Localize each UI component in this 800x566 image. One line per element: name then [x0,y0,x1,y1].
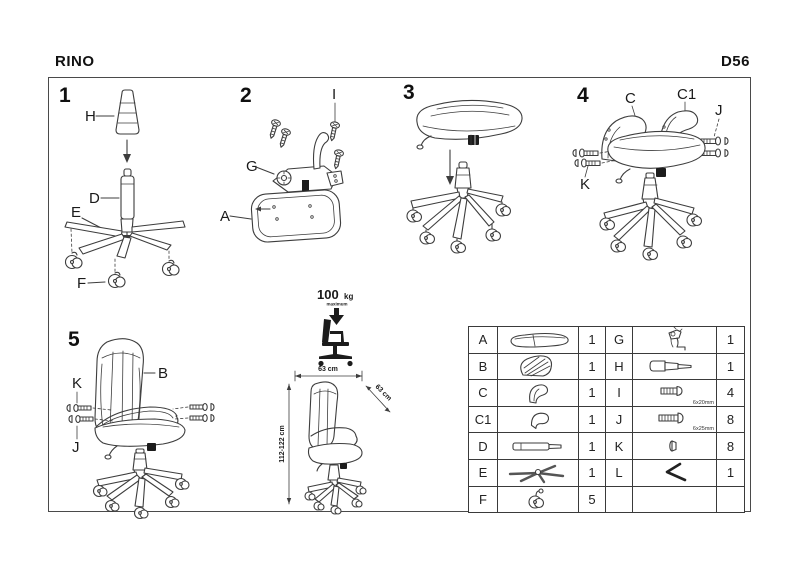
screw-drawing [331,149,344,169]
screw-drawing [267,119,281,140]
product-name: RINO [55,53,95,70]
empty-cell [717,487,744,513]
part-label-c1: C1 [677,86,697,103]
part-qty-cell: 1 [579,433,605,459]
step1-number: 1 [59,84,71,107]
base-star-drawing [65,219,185,258]
allen-key-icon [633,460,716,486]
screw-drawing [175,415,214,422]
part-qty-cell: 1 [579,460,605,486]
part-label-e: E [71,204,82,221]
base-assembly-drawing [407,162,511,253]
seat-icon [498,327,578,353]
caster-icon [498,487,578,513]
part-id-cell: A [469,327,497,353]
washer-icon [633,433,716,459]
part-qty-cell: 1 [717,354,744,380]
screw-drawing [173,404,214,411]
model-number: D56 [720,53,750,70]
part-qty-cell: 1 [579,354,605,380]
screw-drawing [277,128,291,149]
height-arrow [287,384,291,504]
part-id-cell: D [469,433,497,459]
empty-cell [633,487,716,513]
part-qty-cell: 8 [717,433,744,459]
part-label-j: J [715,102,723,119]
seat-assembly-drawing [417,100,522,149]
part-label-k: K [580,176,591,193]
base-icon [498,460,578,486]
mechanism-icon [633,327,716,353]
down-arrow-icon [329,308,344,325]
step2-number: 2 [240,84,252,107]
armrest-left-icon [498,380,578,406]
part-id-cell: H [606,354,632,380]
step3-number: 3 [403,81,415,104]
step2-diagram [218,85,403,255]
seat-drawing [608,131,705,168]
part-qty-cell: 8 [717,407,744,433]
screw-short-icon [633,380,716,406]
part-id-cell: E [469,460,497,486]
weight-value: 100 [317,287,339,302]
part-id-cell: G [606,327,632,353]
backrest-icon [498,354,578,380]
gas-lift-cover-drawing [116,90,139,134]
step5-diagram [55,322,270,522]
part-label-f: F [77,275,87,292]
part-id-cell: L [606,460,632,486]
step1-diagram [55,85,215,300]
screw-drawing [327,121,340,141]
part-label-h: H [85,108,96,125]
part-label-d: D [89,190,100,207]
dimensions-figure [278,356,406,516]
weight-note: maximum [326,301,348,307]
part-id-cell: J [606,407,632,433]
step4-number: 4 [577,84,589,107]
gas-lift-cover-icon [633,354,716,380]
part-qty-cell: 4 [717,380,744,406]
part-qty-cell: 5 [579,487,605,513]
part-label-k: K [72,375,83,392]
part-qty-cell: 1 [579,407,605,433]
height-dimension: 112-122 cm [279,425,286,463]
part-label-c: C [625,90,636,107]
screw-size-label: 6x25mm [692,426,714,433]
gas-lift-drawing [121,169,134,219]
part-id-cell: I [606,380,632,406]
empty-cell [606,487,632,513]
part-qty-cell: 1 [579,380,605,406]
part-id-cell: C [469,380,497,406]
dimension-chair-drawing [305,382,366,514]
part-label-i: I [332,86,337,103]
screw-long-icon [633,407,716,433]
seat-drawing [95,419,185,446]
seat-bottom-drawing [250,189,341,243]
part-id-cell: C1 [469,407,497,433]
part-label-a: A [220,208,231,225]
step4-diagram [572,85,760,265]
armrest-right-icon [498,407,578,433]
base-assembly-drawing [600,173,702,260]
part-qty-cell: 1 [717,460,744,486]
gas-lift-icon [498,433,578,459]
step3-diagram [395,82,530,267]
part-qty-cell: 1 [717,327,744,353]
part-id-cell: K [606,433,632,459]
part-label-b: B [158,365,169,382]
parts-table [468,326,745,513]
part-id-cell: B [469,354,497,380]
caster-drawing [109,272,126,287]
screw-size-label: 6x20mm [692,399,714,406]
weight-unit: kg [344,292,354,301]
caster-drawing [66,252,83,268]
part-qty-cell: 1 [579,327,605,353]
step5-number: 5 [68,328,80,351]
part-id-cell: F [469,487,497,513]
part-label-g: G [246,158,258,175]
caster-drawing [163,260,180,275]
width-dimension: 63 cm [318,366,338,373]
part-label-j: J [72,439,80,456]
depth-dimension: 63 cm [373,383,393,403]
